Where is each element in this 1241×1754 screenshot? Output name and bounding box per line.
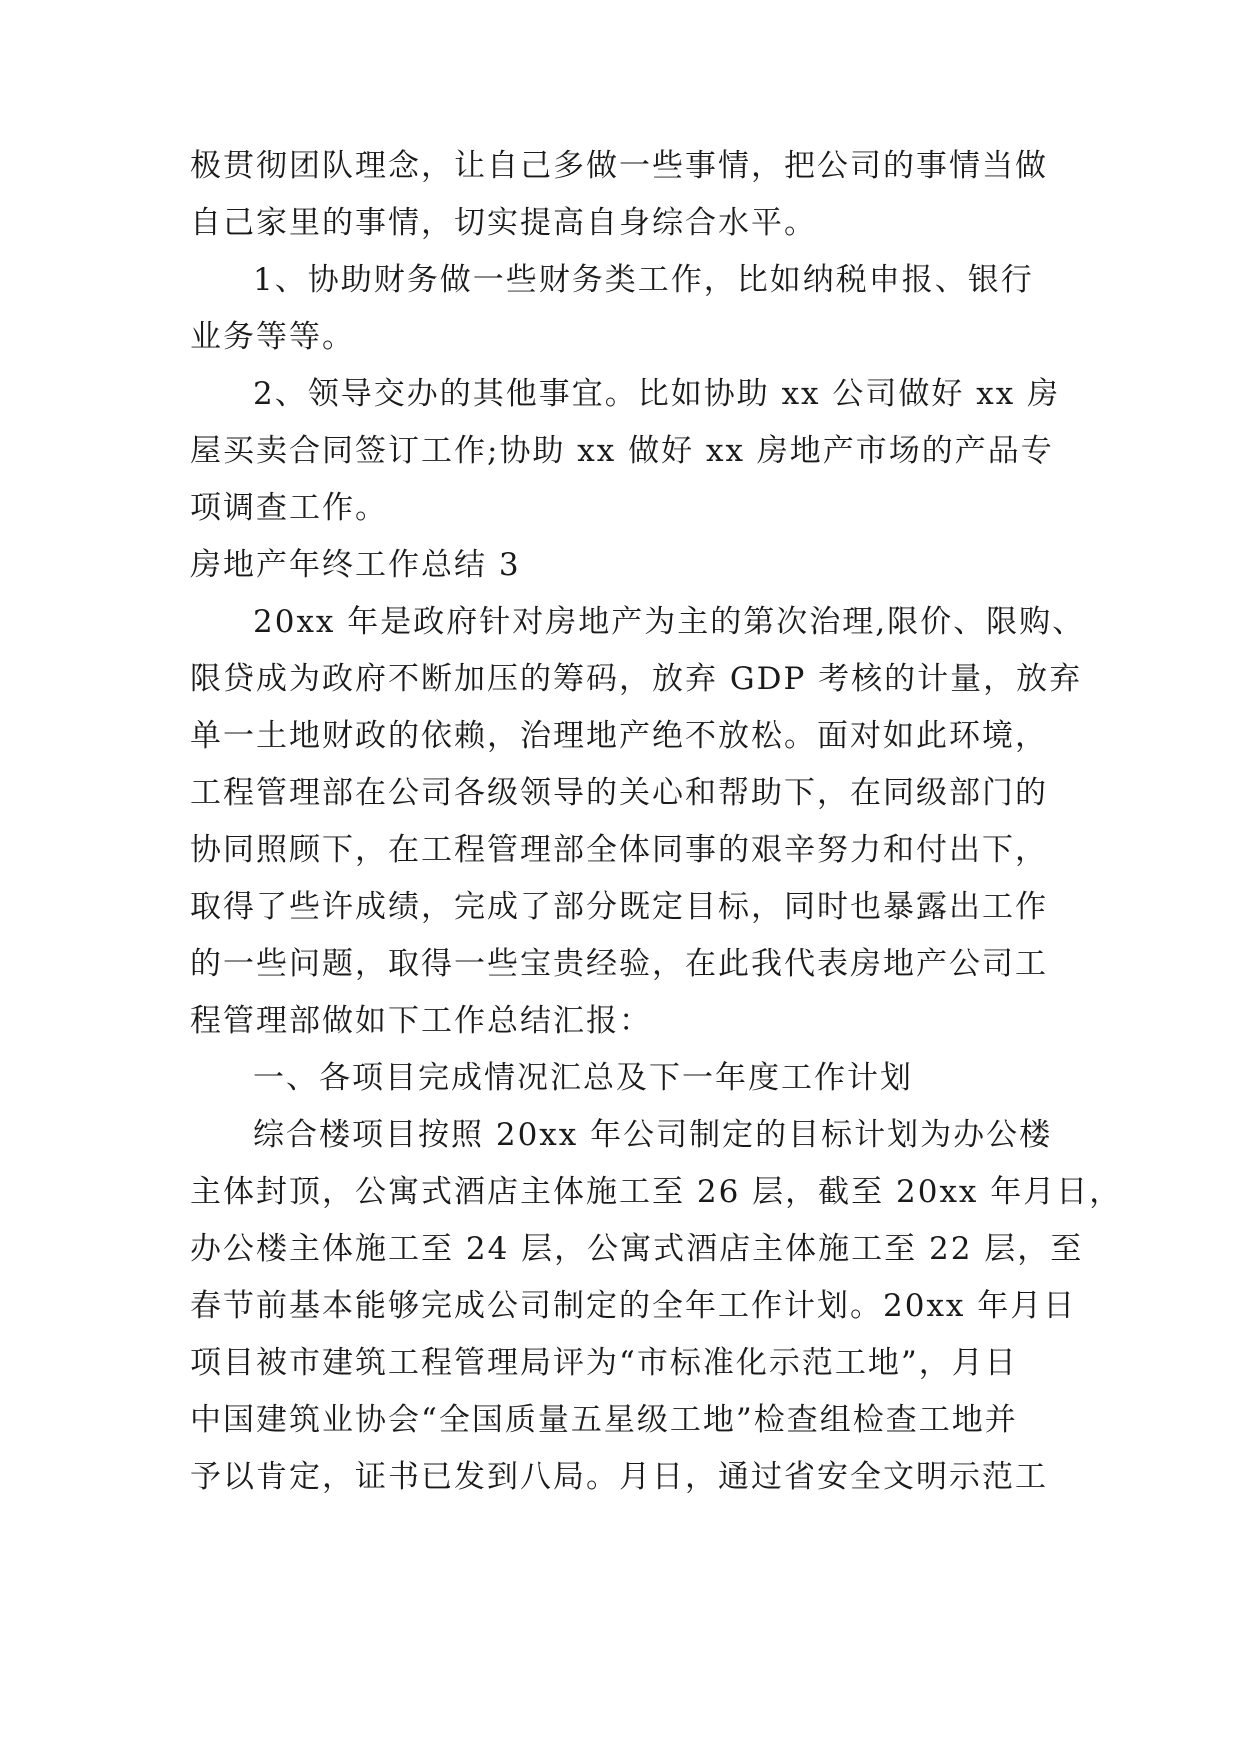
paragraph-line: 项目被市建筑工程管理局评为“市标准化示范工地”，月日 (190, 1345, 1018, 1381)
list-item-line: 项调查工作。 (190, 490, 388, 526)
paragraph-line: 限贷成为政府不断加压的筹码，放弃 GDP 考核的计量，放弃 (190, 661, 1083, 697)
list-item-line: 2、领导交办的其他事宜。比如协助 xx 公司做好 xx 房 (253, 376, 1061, 412)
paragraph-line: 办公楼主体施工至 24 层，公寓式酒店主体施工至 22 层，至 (190, 1231, 1084, 1267)
paragraph-line: 工程管理部在公司各级领导的关心和帮助下，在同级部门的 (190, 775, 1048, 811)
paragraph-line: 春节前基本能够完成公司制定的全年工作计划。20xx 年月日 (190, 1288, 1077, 1324)
paragraph-line: 综合楼项目按照 20xx 年公司制定的目标计划为办公楼 (253, 1117, 1053, 1153)
list-item-line: 业务等等。 (190, 319, 355, 355)
paragraph-line: 予以肯定，证书已发到八局。月日，通过省安全文明示范工 (190, 1459, 1048, 1495)
paragraph-line: 协同照顾下，在工程管理部全体同事的艰辛努力和付出下， (190, 832, 1048, 868)
paragraph-line: 自己家里的事情，切实提高自身综合水平。 (190, 205, 817, 241)
paragraph-line: 20xx 年是政府针对房地产为主的第次治理,限价、限购、 (253, 604, 1086, 640)
paragraph-line: 主体封顶，公寓式酒店主体施工至 26 层，截至 20xx 年月日， (190, 1174, 1123, 1210)
list-item-line: 1、协助财务做一些财务类工作，比如纳税申报、银行 (253, 262, 1034, 298)
list-item-line: 屋买卖合同签订工作;协助 xx 做好 xx 房地产市场的产品专 (190, 433, 1054, 469)
paragraph-line: 程管理部做如下工作总结汇报： (190, 1003, 652, 1039)
section-heading: 房地产年终工作总结 3 (190, 547, 521, 583)
paragraph-line: 的一些问题，取得一些宝贵经验，在此我代表房地产公司工 (190, 946, 1048, 982)
paragraph-line: 单一土地财政的依赖，治理地产绝不放松。面对如此环境， (190, 718, 1048, 754)
subsection-heading: 一、各项目完成情况汇总及下一年度工作计划 (253, 1060, 913, 1096)
paragraph-line: 中国建筑业协会“全国质量五星级工地”检查组检查工地并 (190, 1402, 1018, 1438)
paragraph-line: 极贯彻团队理念，让自己多做一些事情，把公司的事情当做 (190, 148, 1048, 184)
paragraph-line: 取得了些许成绩，完成了部分既定目标，同时也暴露出工作 (190, 889, 1048, 925)
